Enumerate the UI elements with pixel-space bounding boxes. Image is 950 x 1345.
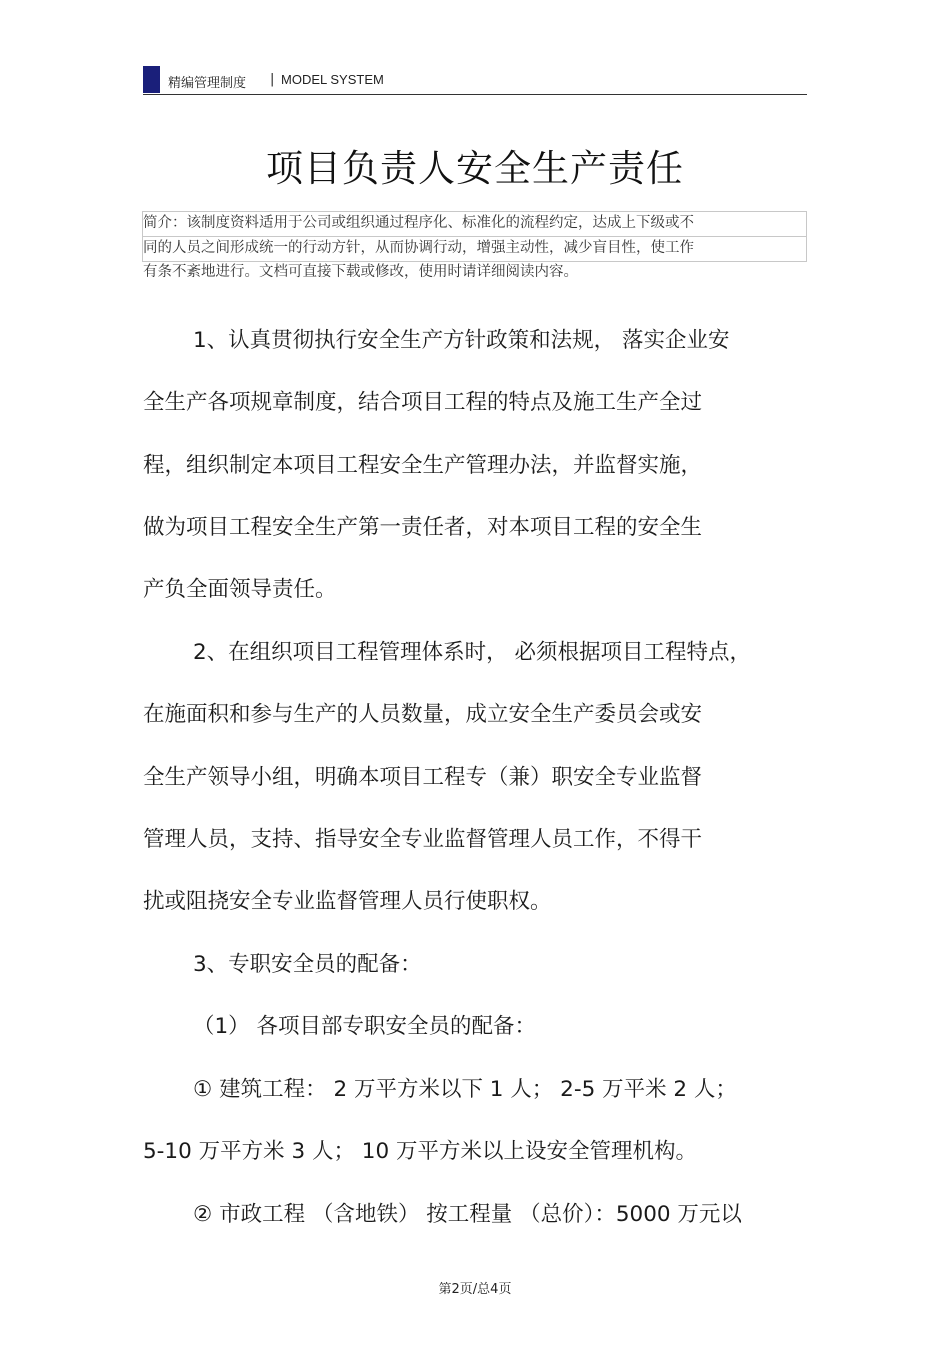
body-line-2: 全生产各项规章制度，结合项目工程的特点及施工生产全过	[143, 390, 703, 415]
page-number: 第2页/总4页	[438, 1282, 512, 1297]
body-line-10: 扰或阻挠安全专业监督管理人员行使职权。	[143, 889, 552, 914]
intro-line-2: 同的人员之间形成统一的行动方针，从而协调行动，增强主动性，减少盲目性，使工作	[143, 240, 694, 256]
brand-logo-icon	[143, 66, 160, 93]
body-line-9: 管理人员，支持、指导安全专业监督管理人员工作，不得干	[143, 827, 703, 852]
document-title: 项目负责人安全生产责任	[266, 147, 684, 190]
header-divider	[143, 94, 807, 95]
body-line-3: 程，组织制定本项目工程安全生产管理办法，并监督实施，	[143, 453, 703, 478]
body-line-15: ② 市政工程 （含地铁） 按工程量 （总价）：5000 万元以	[193, 1202, 742, 1227]
body-line-6: 2、在组织项目工程管理体系时， 必须根据项目工程特点，	[193, 640, 752, 665]
intro-line-1: 简介：该制度资料适用于公司或组织通过程序化、标准化的流程约定，达成上下级或不	[143, 215, 694, 231]
body-line-14: 5-10 万平方米 3 人； 10 万平方米以上设安全管理机构。	[143, 1139, 698, 1164]
body-line-11: 3、专职安全员的配备：	[193, 952, 422, 977]
header-title: 精编管理制度	[168, 76, 247, 91]
header-separator: |	[270, 72, 275, 87]
body-line-4: 做为项目工程安全生产第一责任者，对本项目工程的安全生	[143, 515, 703, 540]
body-line-13: ① 建筑工程： 2 万平方米以下 1 人； 2-5 万平米 2 人；	[193, 1077, 737, 1102]
intro-line-3: 有条不紊地进行。文档可直接下载或修改，使用时请详细阅读内容。	[143, 264, 578, 280]
body-line-5: 产负全面领导责任。	[143, 577, 337, 602]
body-line-7: 在施面积和参与生产的人员数量，成立安全生产委员会或安	[143, 702, 703, 727]
body-line-8: 全生产领导小组，明确本项目工程专（兼）职安全专业监督	[143, 765, 703, 790]
header-subtitle: MODEL SYSTEM	[281, 72, 384, 87]
body-line-12: （1） 各项目部专职安全员的配备：	[193, 1014, 537, 1039]
body-line-1: 1、认真贯彻执行安全生产方针政策和法规， 落实企业安	[193, 328, 730, 353]
page-header	[143, 66, 807, 94]
